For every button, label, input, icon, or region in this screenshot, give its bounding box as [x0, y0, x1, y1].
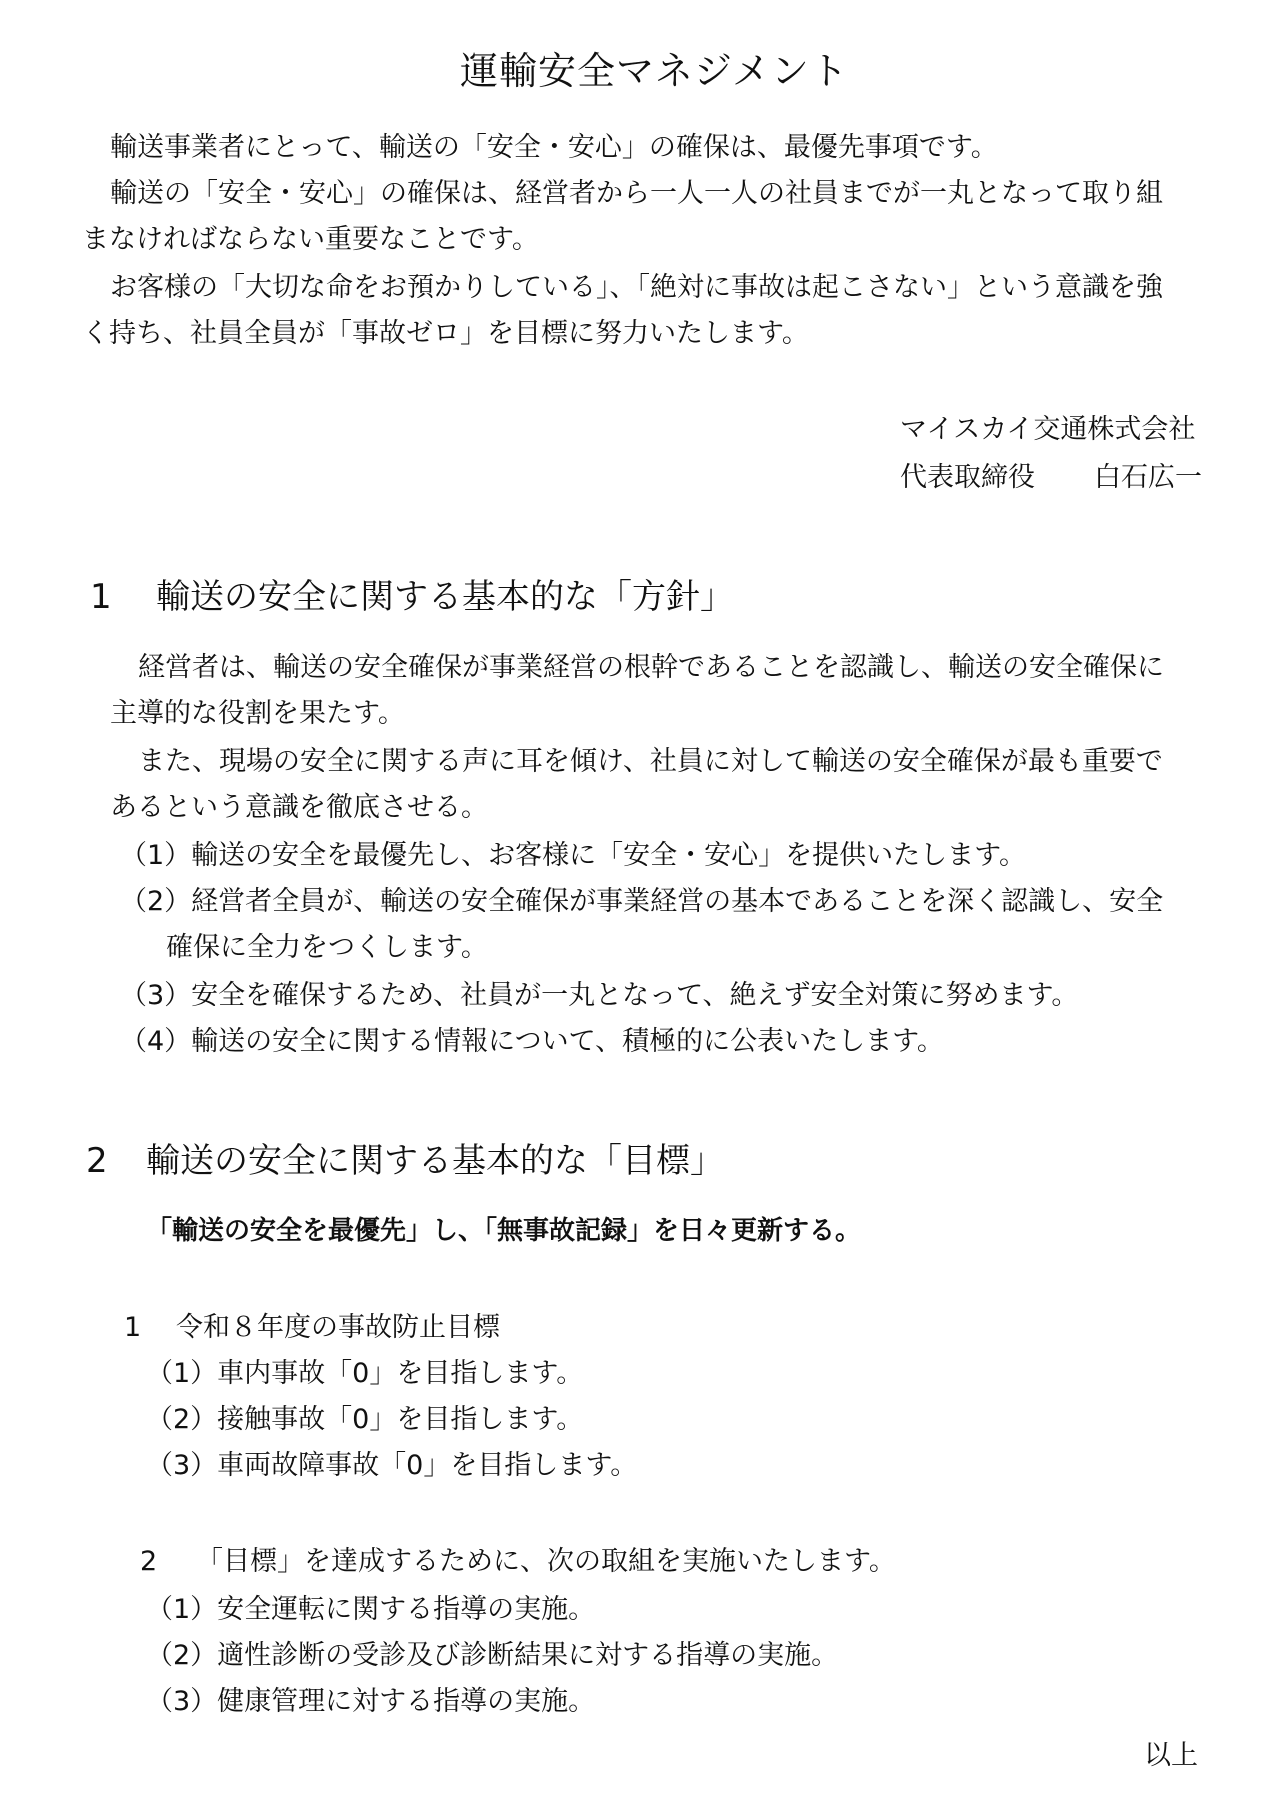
section1-item: （2）経営者全員が、輸送の安全確保が事業経営の基本であることを深く認識し、安全 — [120, 886, 1164, 917]
intro-line: お客様の「大切な命をお預かりしている」、「絶対に事故は起こさない」という意識を強 — [110, 272, 1163, 303]
subsection1-item: （2）接触事故「0」を目指します。 — [146, 1404, 584, 1435]
page-title: 運輸安全マネジメント — [460, 49, 849, 93]
subsection2-item: （3）健康管理に対する指導の実施。 — [146, 1686, 596, 1717]
section1-item: （3）安全を確保するため、社員が一丸となって、絶えず安全対策に努めます。 — [120, 980, 1079, 1011]
subsection2-item: （1）安全運転に関する指導の実施。 — [146, 1594, 596, 1625]
section1-number: 1 — [90, 577, 112, 617]
signature-role: 代表取締役 — [900, 462, 1035, 493]
subsection1-number: 1 — [124, 1312, 142, 1343]
section1-paragraph-line: 経営者は、輸送の安全確保が事業経営の根幹であることを認識し、輸送の安全確保に — [138, 652, 1164, 683]
subsection1-item: （3）車両故障事故「0」を目指します。 — [146, 1450, 638, 1481]
section1-item: （1）輸送の安全を最優先し、お客様に「安全・安心」を提供いたします。 — [120, 840, 1027, 871]
section2-number: 2 — [86, 1141, 108, 1181]
signature-name: 白石広一 — [1094, 462, 1202, 493]
subsection1-item: （1）車内事故「0」を目指します。 — [146, 1358, 584, 1389]
section2-heading: 輸送の安全に関する基本的な「目標」 — [146, 1141, 724, 1181]
intro-line: まなければならない重要なことです。 — [82, 224, 539, 255]
subsection2-heading: 「目標」を達成するために、次の取組を実施いたします。 — [196, 1546, 896, 1577]
intro-line: く持ち、社員全員が「事故ゼロ」を目標に努力いたします。 — [82, 318, 809, 349]
section1-heading: 輸送の安全に関する基本的な「方針」 — [156, 577, 734, 617]
subsection1-heading: 令和８年度の事故防止目標 — [176, 1312, 500, 1343]
intro-line: 輸送の「安全・安心」の確保は、経営者から一人一人の社員までが一丸となって取り組 — [110, 178, 1163, 209]
section1-item: （4）輸送の安全に関する情報について、積極的に公表いたします。 — [120, 1026, 944, 1057]
section1-paragraph-line: あるという意識を徹底させる。 — [110, 792, 488, 823]
section2-slogan: 「輸送の安全を最優先」し、「無事故記録」を日々更新する。 — [146, 1216, 862, 1246]
subsection2-item: （2）適性診断の受診及び診断結果に対する指導の実施。 — [146, 1640, 839, 1671]
closing-text: 以上 — [1144, 1740, 1198, 1771]
subsection2-number: 2 — [140, 1546, 158, 1577]
section1-item-continued: 確保に全力をつくします。 — [166, 932, 488, 963]
section1-paragraph-line: また、現場の安全に関する声に耳を傾け、社員に対して輸送の安全確保が最も重要で — [138, 746, 1163, 777]
intro-line: 輸送事業者にとって、輸送の「安全・安心」の確保は、最優先事項です。 — [110, 132, 998, 163]
signature-company: マイスカイ交通株式会社 — [900, 414, 1196, 445]
section1-paragraph-line: 主導的な役割を果たす。 — [110, 698, 405, 729]
